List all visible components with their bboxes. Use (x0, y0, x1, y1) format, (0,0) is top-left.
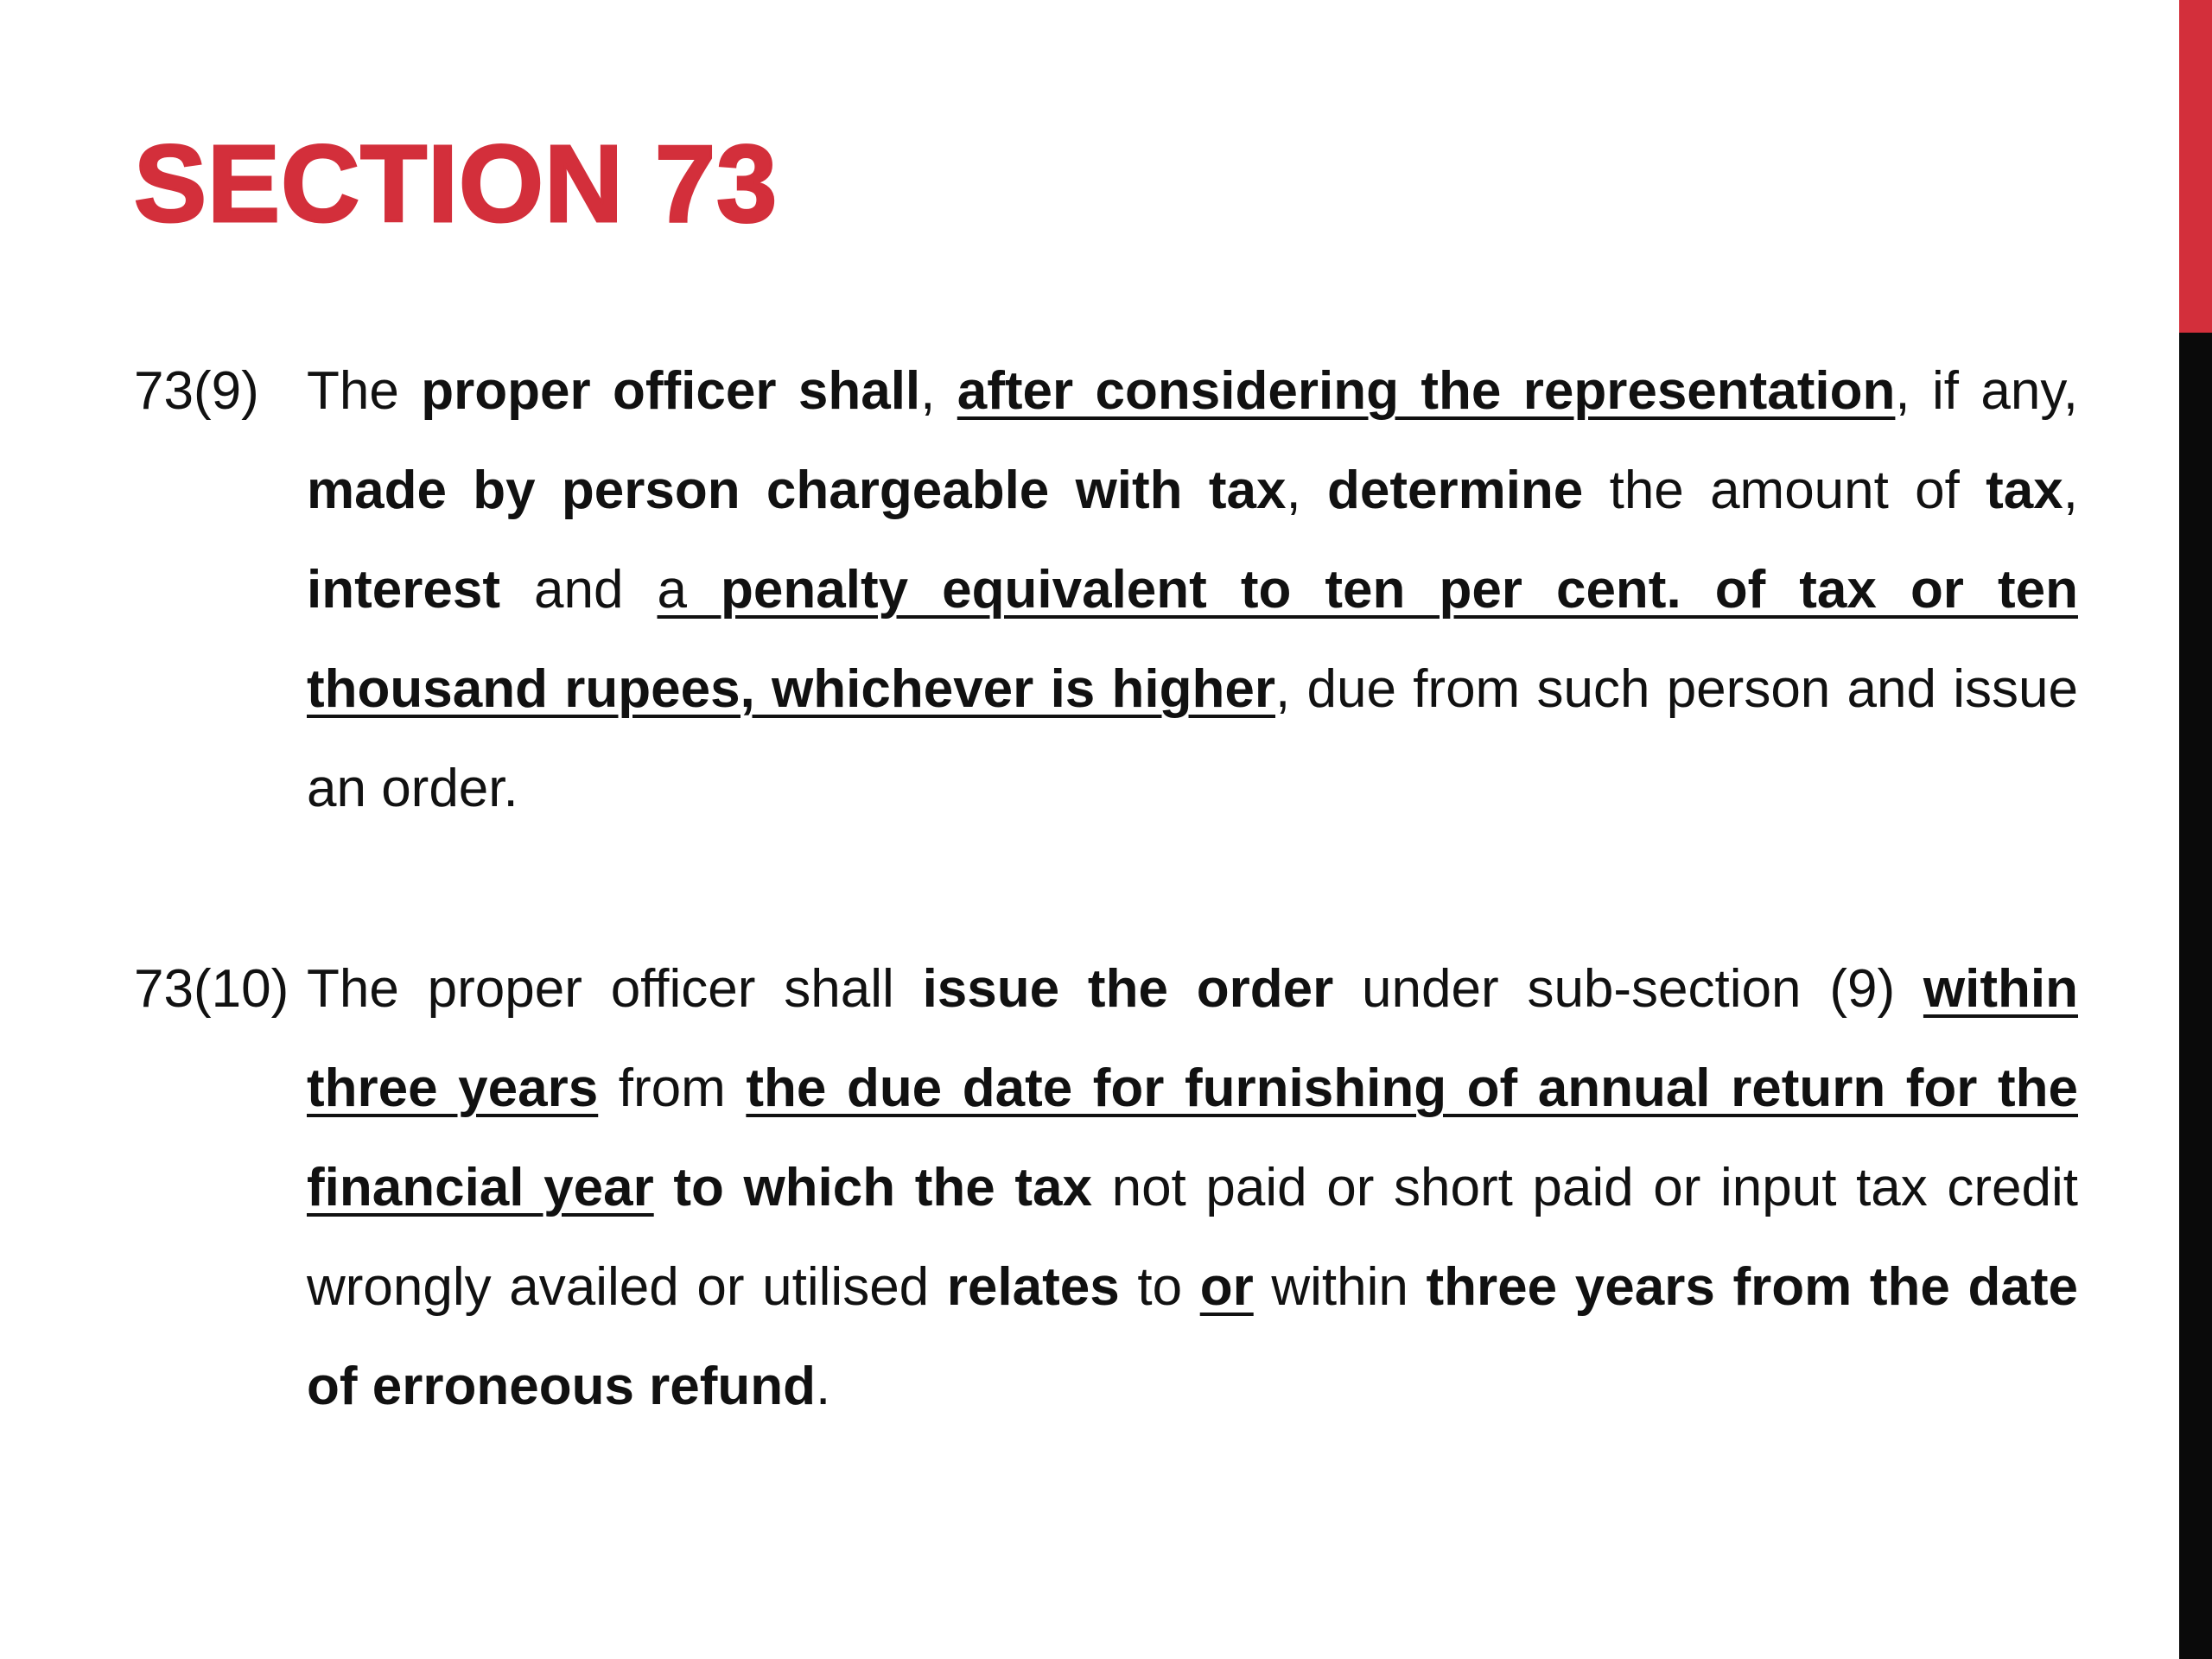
text-run: not paid or short paid or input tax credit wrongly availed or utilised (307, 1158, 2078, 1317)
text-run (654, 1158, 674, 1217)
clause-73-10 (134, 939, 2078, 1436)
text-run: The proper officer shall (307, 959, 923, 1019)
text-run: , if any, (1895, 361, 2079, 421)
text-run: from (598, 1058, 747, 1118)
bold-text: three years from the date of erroneous refund (307, 1257, 2078, 1416)
text-run: within (1253, 1257, 1427, 1317)
text-run: The (307, 361, 422, 421)
bold-underlined-text: after considering the representation (957, 361, 1896, 421)
bold-underlined-text: the due date for furnishing of annual return for the financial year (307, 1058, 2078, 1217)
bold-text: made by person chargeable with tax (307, 461, 1287, 520)
underlined-text: a (657, 560, 721, 620)
text-run: under sub-section (9) (1333, 959, 1923, 1019)
clause-number: 73(10) (134, 959, 289, 1019)
clause-73-9 (134, 341, 2078, 838)
accent-bar-black (2179, 333, 2212, 1659)
clause-number: 73(9) (134, 361, 259, 421)
bold-text: to which the tax (673, 1158, 1092, 1217)
bold-text: proper officer shall (421, 361, 921, 421)
slide-title: SECTION 73 (134, 123, 779, 245)
text-run: , (1286, 461, 1327, 520)
clause-body (307, 939, 2078, 1436)
clause-body (307, 341, 2078, 838)
bold-text: tax (1986, 461, 2063, 520)
bold-underlined-text: within three years (307, 959, 2078, 1118)
text-run: , (920, 361, 957, 421)
bold-text: interest (307, 560, 500, 620)
bold-underlined-text: penalty equivalent to ten per cent. of tax or ten thousand rupees, whichever is higher (307, 560, 2078, 719)
text-run: , (2063, 461, 2078, 520)
text-run: to (1119, 1257, 1200, 1317)
bold-text: issue the order (922, 959, 1334, 1019)
text-run: , due from such person and issue an order. (307, 659, 2078, 818)
bold-text: relates (946, 1257, 1120, 1317)
text-run: the amount of (1583, 461, 1986, 520)
accent-bar-red (2179, 0, 2212, 333)
bold-text: determine (1326, 461, 1584, 520)
bold-underlined-text: or (1199, 1257, 1254, 1317)
text-run: . (816, 1357, 831, 1416)
text-run: and (499, 560, 658, 620)
